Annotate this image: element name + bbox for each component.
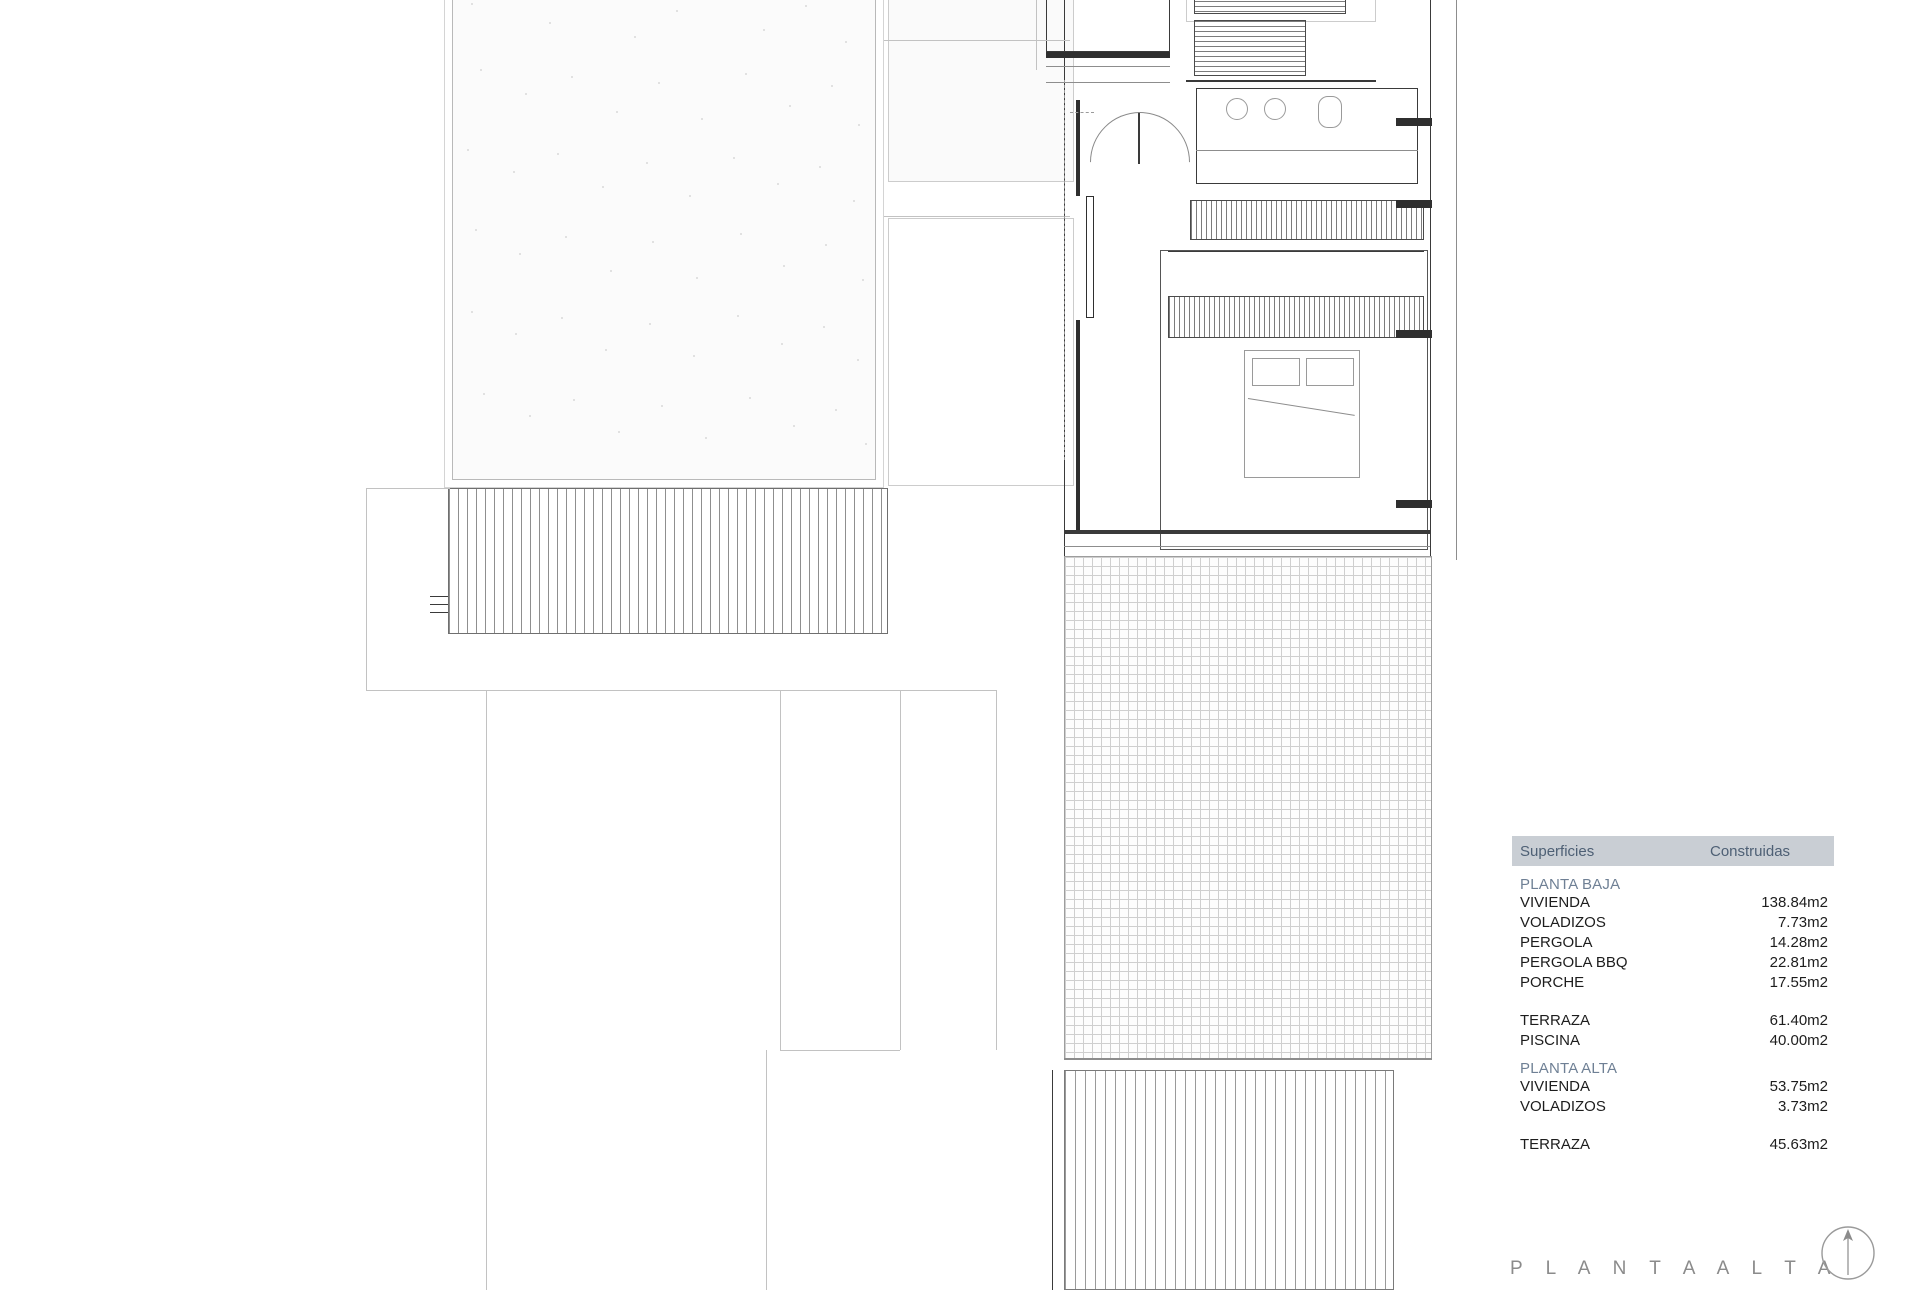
legend-row-name: TERRAZA <box>1520 1012 1591 1029</box>
legend-row <box>1512 1011 1834 1031</box>
window-opening-1 <box>1396 118 1432 126</box>
legend-row <box>1512 973 1834 993</box>
legend-row-name: PERGOLA <box>1520 934 1593 951</box>
pool-deck <box>448 488 888 634</box>
bed-pillow-right <box>1306 358 1354 386</box>
north-arrow-icon <box>1820 1225 1876 1281</box>
legend-row-name: PISCINA <box>1520 1032 1581 1049</box>
legend-row <box>1512 913 1834 933</box>
legend-row-value: 3.73m2 <box>1777 1098 1828 1115</box>
wardrobe-upper <box>1190 200 1424 240</box>
legend-row-name: VIVIENDA <box>1520 894 1591 911</box>
roof-terrace <box>1064 556 1432 1060</box>
sink-2 <box>1264 98 1286 120</box>
legend-row-name: VIVIENDA <box>1520 1078 1591 1095</box>
legend-section-title-planta-alta: PLANTA ALTA <box>1520 1060 1618 1077</box>
legend-header-built: Construidas <box>1710 842 1791 860</box>
legend-row <box>1512 1135 1834 1155</box>
window-opening-4 <box>1396 500 1432 508</box>
lower-deck-pergola <box>1064 1070 1394 1290</box>
legend-row <box>1512 933 1834 953</box>
legend-row-name: VOLADIZOS <box>1520 914 1606 931</box>
window-opening-2 <box>1396 200 1432 208</box>
legend-row <box>1512 1031 1834 1051</box>
legend-row-name: VOLADIZOS <box>1520 1098 1606 1115</box>
legend-row <box>1512 893 1834 913</box>
legend-section-title-planta-baja: PLANTA BAJA <box>1520 876 1621 893</box>
legend-row <box>1512 953 1834 973</box>
legend-row <box>1512 1077 1834 1097</box>
staircase-lower-run <box>1194 20 1306 76</box>
legend-row-name: PERGOLA BBQ <box>1520 954 1628 971</box>
legend-header <box>1512 836 1834 866</box>
legend-row-value: 45.63m2 <box>1769 1136 1828 1153</box>
pool-coping <box>444 0 884 488</box>
sink-1 <box>1226 98 1248 120</box>
legend-row-value: 61.40m2 <box>1769 1012 1828 1029</box>
legend-row-value: 7.73m2 <box>1777 914 1828 931</box>
legend-row-value: 138.84m2 <box>1761 894 1828 911</box>
surfaces-legend <box>1512 836 1834 1155</box>
legend-row-value: 53.75m2 <box>1769 1078 1828 1095</box>
legend-row-name: PORCHE <box>1520 974 1585 991</box>
legend-row-name: TERRAZA <box>1520 1136 1591 1153</box>
window-opening-3 <box>1396 330 1432 338</box>
page-title: P L A N T A A L T A <box>1510 1258 1840 1279</box>
stair-outline-upper <box>1186 0 1376 22</box>
bed-pillow-left <box>1252 358 1300 386</box>
legend-row-value: 40.00m2 <box>1769 1032 1828 1049</box>
legend-row-value: 22.81m2 <box>1769 954 1828 971</box>
paving-area-lower <box>888 218 1074 486</box>
legend-header-surfaces: Superficies <box>1520 842 1595 860</box>
toilet <box>1318 96 1342 128</box>
legend-row-value: 17.55m2 <box>1769 974 1828 991</box>
legend-row <box>1512 1097 1834 1117</box>
upper-room-block <box>1046 0 1170 52</box>
legend-row-value: 14.28m2 <box>1769 934 1828 951</box>
left-wall-window-1 <box>1086 196 1094 318</box>
